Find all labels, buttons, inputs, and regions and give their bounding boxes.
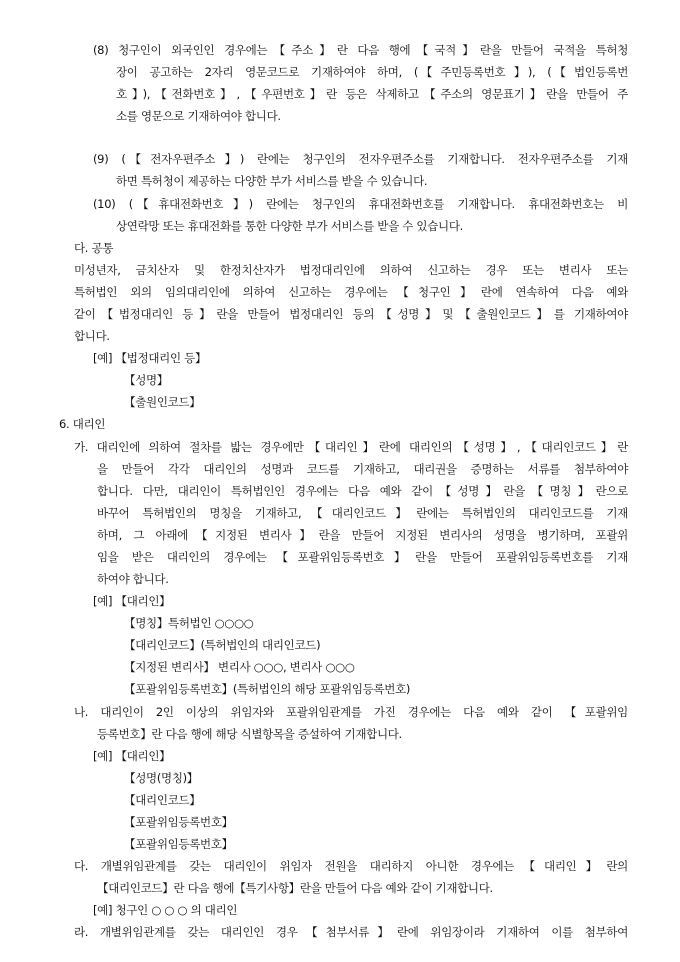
text-line: 을 만들어 각각 대리인의 성명과 코드를 기재하고, 대리권을 증명하는 서류를 첨부하여야	[97, 462, 628, 476]
text-line: (10) (【휴대전화번호】) 란에는 청구인의 휴대전화번호를 기재합니다. 휴대전화번호는 비	[93, 197, 628, 211]
text-line: 하여야 합니다.	[97, 572, 169, 586]
text-line: 가. 대리인에 의하여 절차를 밟는 경우에만【대리인】란에 대리인의【성명】,【대리인코드】란	[74, 440, 628, 454]
text-line: 【포괄위임등록번호】(특허법인의 해당 포괄위임등록번호)	[124, 682, 411, 696]
text-line: 임을 받은 대리인의 경우에는【포괄위임등록번호】란을 만들어 포괄위임등록번호를 기재	[97, 550, 628, 564]
text-line: 【명칭】특허법인 ○○○○	[124, 616, 254, 630]
text-line: 【포괄위임등록번호】	[124, 837, 233, 851]
text-line: (8) 청구인이 외국인인 경우에는【주소】란 다음 행에【국적】란을 만들어 국적을 특허청	[93, 43, 628, 57]
text-line: 다. 공통	[74, 241, 114, 255]
text-line: 호】),【전화번호】,【우편번호】란 등은 삭제하고【주소의 영문표기】란을 만들어 주	[116, 87, 628, 101]
text-line: 【포괄위임등록번호】	[124, 815, 233, 829]
text-line: 미성년자, 금치산자 및 한정치산자가 법정대리인에 의하여 신고하는 경우 또는 변리사 또는	[74, 263, 628, 277]
text-line: [예] 【대리인】	[93, 594, 171, 608]
text-line: 라. 개별위임관계를 갖는 대리인인 경우【첨부서류】란에 위임장이라 기재하여 이를 첨부하여	[74, 925, 628, 939]
text-line: [예] 【대리인】	[93, 749, 171, 763]
text-line: 하면 특허청이 제공하는 다양한 부가 서비스를 받을 수 있습니다.	[116, 174, 428, 188]
text-line: 【대리인코드】(특허법인의 대리인코드)	[124, 638, 321, 652]
text-line: 【성명】	[124, 373, 169, 387]
text-line: 합니다. 다만, 대리인이 특허법인인 경우에는 다음 예와 같이【성명】란을【명칭】란으로	[97, 484, 628, 498]
text-line: 【출원인코드】	[124, 395, 201, 409]
text-line: 같이【법정대리인 등】란을 만들어 법정대리인 등의【성명】및【출원인코드】를 기재하여야	[74, 307, 628, 321]
text-line: 소를 영문으로 기재하여야 합니다.	[116, 109, 281, 123]
text-line: (9) (【전자우편주소】) 란에는 청구인의 전자우편주소를 기재합니다. 전자우편주소를 기재	[93, 152, 628, 166]
text-line: 나. 대리인이 2인 이상의 위임자와 포괄위임관계를 가진 경우에는 다음 예와 같이 【포괄위임	[74, 705, 628, 719]
text-line: 【지정된 변리사】 변리사 ○○○, 변리사 ○○○	[124, 660, 355, 674]
text-line: 6. 대리인	[59, 417, 106, 431]
text-line: 하며, 그 아래에【지정된 변리사】란을 만들어 지정된 변리사의 성명을 병기하며, 포괄위	[97, 528, 628, 542]
text-line: 【대리인코드】란 다음 행에【특기사항】란을 만들어 다음 예와 같이 기재합니다.	[97, 881, 493, 895]
text-line: 다. 개별위임관계를 갖는 대리인이 위임자 전원을 대리하지 아니한 경우에는【대리인】란의	[74, 859, 628, 873]
text-line: 특허법인 외의 임의대리인에 의하여 신고하는 경우에는【청구인】란에 연속하여 다음 예와	[74, 285, 628, 299]
text-line: 바꾸어 특허법인의 명칭을 기재하고,【대리인코드】란에는 특허법인의 대리인코드를 기재	[97, 506, 628, 520]
text-line: [예] 【법정대리인 등】	[93, 351, 207, 365]
text-line: 등록번호】란 다음 행에 해당 식별항목을 증설하여 기재합니다.	[97, 727, 402, 741]
text-line: 합니다.	[74, 329, 110, 343]
text-line: 【대리인코드】	[124, 793, 201, 807]
text-line: 【성명(명칭)】	[124, 771, 199, 785]
text-line: [예] 청구인 ○ ○ ○ 의 대리인	[93, 903, 238, 917]
text-line: 장이 공고하는 2자리 영문코드로 기재하여야 하며, (【주민등록번호】), (【법인등록번	[116, 65, 628, 79]
text-line: 상연락망 또는 휴대전화를 통한 다양한 부가 서비스를 받을 수 있습니다.	[116, 219, 464, 233]
